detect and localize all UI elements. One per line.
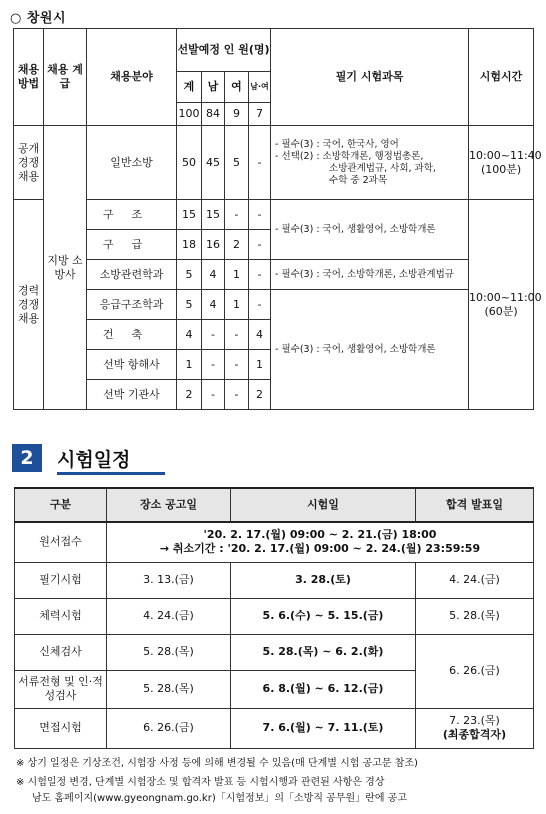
section-number: 2	[12, 444, 42, 472]
header-plan: 선발예정 인 원(명)	[177, 29, 271, 72]
subject-line: 소방관계법규, 사회, 과학,	[329, 162, 436, 174]
notice-date: 5. 28.(목)	[107, 670, 231, 708]
count-male: 15	[202, 200, 225, 230]
result-date	[416, 708, 534, 748]
field-cell: 선박 기관사	[87, 380, 177, 410]
count-total: 15	[177, 200, 202, 230]
method-open: 공개 경쟁 채용	[14, 126, 44, 200]
count-female: -	[225, 320, 249, 350]
schedule-table	[14, 487, 534, 749]
count-female: 2	[225, 230, 249, 260]
row-label: 신체검사	[15, 634, 107, 670]
sum-female: 9	[225, 103, 249, 126]
exam-date: 5. 28.(목) ~ 6. 2.(화)	[231, 634, 416, 670]
count-total: 4	[177, 320, 202, 350]
count-both: -	[249, 126, 271, 200]
count-female: -	[225, 380, 249, 410]
subjects-dept: - 필수(3) : 국어, 소방학개론, 소방관계법규	[271, 260, 469, 290]
apply-line: '20. 2. 17.(월) 09:00 ~ 2. 21.(금) 18:00	[203, 528, 437, 542]
apply-period	[107, 522, 534, 562]
result-date: 6. 26.(금)	[416, 634, 534, 708]
header-subjects: 필기 시험과목	[271, 29, 469, 126]
count-total: 2	[177, 380, 202, 410]
section-underline	[57, 472, 165, 475]
header-notice: 장소 공고일	[107, 488, 231, 522]
count-female: -	[225, 350, 249, 380]
count-both: 4	[249, 320, 271, 350]
recruitment-table	[13, 28, 542, 410]
notice-date: 5. 28.(목)	[107, 634, 231, 670]
subjects-general	[271, 126, 469, 200]
field-cell: 구조	[87, 200, 177, 230]
result-date: 5. 28.(목)	[416, 598, 534, 634]
header-male: 남	[202, 72, 225, 103]
subjects-other: - 필수(3) : 국어, 생활영어, 소방학개론	[271, 290, 469, 410]
count-male: 4	[202, 290, 225, 320]
count-both: 1	[249, 350, 271, 380]
method-career: 경력 경쟁 채용	[14, 200, 44, 410]
field-cell: 소방관련학과	[87, 260, 177, 290]
notice-date: 3. 13.(금)	[107, 562, 231, 598]
subject-line: - 필수(3) : 국어, 한국사, 영어	[275, 138, 399, 150]
count-total: 5	[177, 260, 202, 290]
sum-both: 7	[249, 103, 271, 126]
header-division: 구분	[15, 488, 107, 522]
header-time: 시험시간	[469, 29, 534, 126]
row-label: 서류전형 및 인·적성검사	[15, 670, 107, 708]
exam-date: 3. 28.(토)	[231, 562, 416, 598]
header-field: 채용분야	[87, 29, 177, 126]
subject-line: - 선택(2) : 소방학개론, 행정법총론,	[275, 150, 424, 162]
count-male: 16	[202, 230, 225, 260]
exam-date: 5. 6.(수) ~ 5. 15.(금)	[231, 598, 416, 634]
count-female: 1	[225, 290, 249, 320]
count-total: 1	[177, 350, 202, 380]
field-cell: 응급구조학과	[87, 290, 177, 320]
count-female: 1	[225, 260, 249, 290]
count-male: 45	[202, 126, 225, 200]
note-announcement-cont: 남도 홈페이지(www.gyeongnam.go.kr)「시험정보」의「소방직 공무원」란에 공고	[32, 793, 407, 804]
header-grade: 채용 계급	[44, 29, 87, 126]
grade-cell: 지방 소방사	[44, 126, 87, 410]
row-label: 면접시험	[15, 708, 107, 748]
count-male: -	[202, 320, 225, 350]
exam-date: 6. 8.(월) ~ 6. 12.(금)	[231, 670, 416, 708]
count-both: -	[249, 230, 271, 260]
count-total: 50	[177, 126, 202, 200]
header-result: 합격 발표일	[416, 488, 534, 522]
field-cell: 선박 항해사	[87, 350, 177, 380]
note-announcement: ※ 시험일정 변경, 단계별 시험장소 및 합격자 발표 등 시험시행과 관련된 사항은 경상	[16, 777, 385, 788]
count-male: -	[202, 350, 225, 380]
result-date: 4. 24.(금)	[416, 562, 534, 598]
result-date-text: 7. 23.(목)	[449, 714, 500, 727]
header-method: 채용 방법	[14, 29, 44, 126]
time-career: 10:00~11:00 (60분)	[469, 200, 534, 410]
notice-date: 4. 24.(금)	[107, 598, 231, 634]
subject-line: 수학 중 2과목	[329, 174, 388, 186]
city-title: ○ 창원시	[10, 11, 67, 26]
final-pass-note: (최종합격자)	[442, 728, 507, 741]
notice-date: 6. 26.(금)	[107, 708, 231, 748]
row-label: 필기시험	[15, 562, 107, 598]
field-cell: 건축	[87, 320, 177, 350]
header-total: 계	[177, 72, 202, 103]
count-both: 2	[249, 380, 271, 410]
count-both: -	[249, 290, 271, 320]
sum-total: 100	[177, 103, 202, 126]
header-female: 여	[225, 72, 249, 103]
count-female: 5	[225, 126, 249, 200]
count-both: -	[249, 260, 271, 290]
exam-date: 7. 6.(월) ~ 7. 11.(토)	[231, 708, 416, 748]
count-male: 4	[202, 260, 225, 290]
count-both: -	[249, 200, 271, 230]
sum-male: 84	[202, 103, 225, 126]
subjects-rescue: - 필수(3) : 국어, 생활영어, 소방학개론	[271, 200, 469, 260]
time-open: 10:00~11:40 (100분)	[469, 126, 534, 200]
header-both: 남·여	[249, 72, 271, 103]
header-date: 시험일	[231, 488, 416, 522]
count-total: 5	[177, 290, 202, 320]
count-male: -	[202, 380, 225, 410]
count-total: 18	[177, 230, 202, 260]
note-schedule-change: ※ 상기 일정은 기상조건, 시험장 사정 등에 의해 변경될 수 있음(매 단계별 시험 공고문 참조)	[16, 758, 418, 769]
count-female: -	[225, 200, 249, 230]
row-label: 원서접수	[15, 522, 107, 562]
field-cell: 일반소방	[87, 126, 177, 200]
cancel-line: → 취소기간 : '20. 2. 17.(월) 09:00 ~ 2. 24.(월) 23:59:59	[159, 542, 481, 556]
row-label: 체력시험	[15, 598, 107, 634]
section-title: 시험일정	[57, 449, 131, 471]
field-cell: 구급	[87, 230, 177, 260]
